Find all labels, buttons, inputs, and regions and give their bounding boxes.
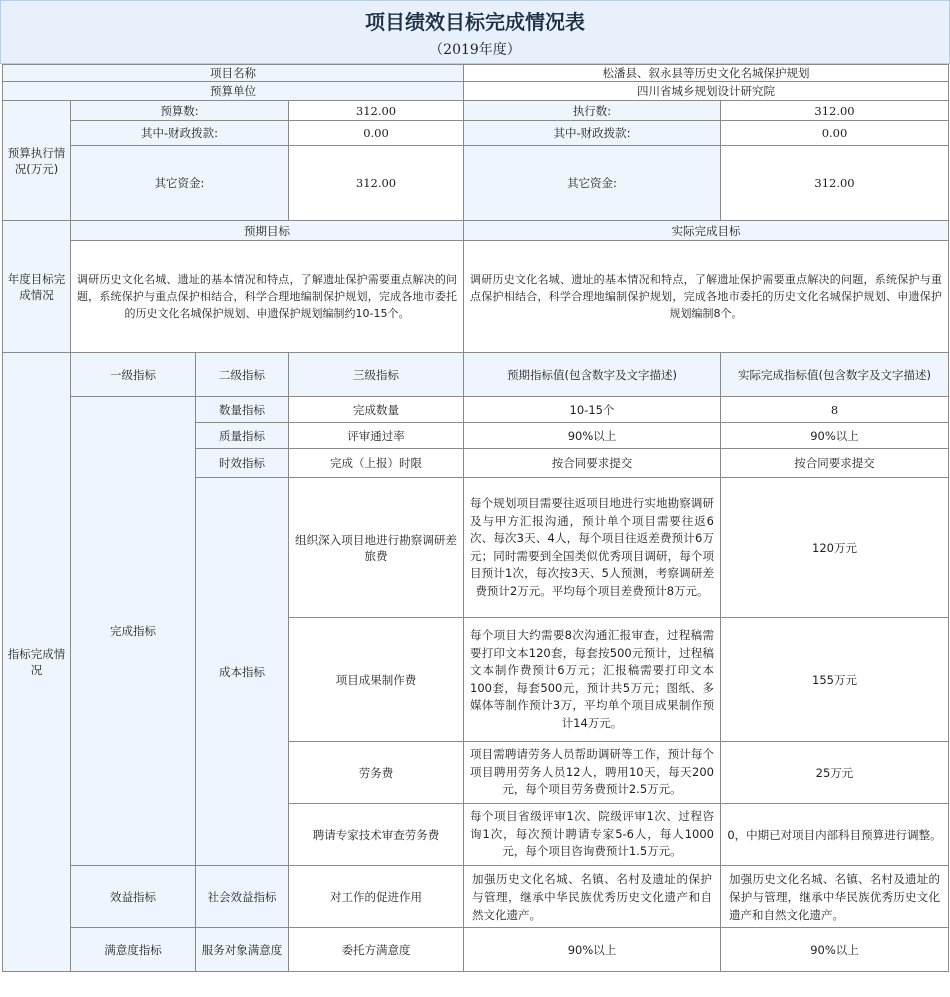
- page-title: 项目绩效目标完成情况表: [365, 10, 585, 34]
- timeliness-actual: 按合同要求提交: [721, 449, 949, 478]
- cost-travel-level3: 组织深入项目地进行勘察调研差旅费: [289, 478, 464, 618]
- project-name-label: 项目名称: [3, 65, 464, 82]
- timeliness-level2: 时效指标: [196, 449, 289, 478]
- project-name-value: 松潘县、叙永县等历史文化名城保护规划: [464, 65, 949, 82]
- expected-target-header: 预期目标: [71, 221, 464, 241]
- col-actual-header: 实际完成指标值(包含数字及文字描述): [721, 353, 949, 397]
- benefit-level1: 效益指标: [71, 866, 196, 928]
- benefit-expected: 加强历史文化名城、名镇、名村及遗址的保护与管理，继承中华民族优秀历史文化遗产和自然文化遗产。: [464, 866, 721, 928]
- indicator-header-row: [3, 353, 949, 397]
- actual-target-text: 调研历史文化名城、遗址的基本情况和特点，了解遗址保护需要重点解决的问题，系统保护与重点保护相结合，科学合理地编制保护规划，完成各地市委托的历史文化名城保护规划、申遗保护规划编制8个。: [464, 241, 949, 353]
- other-funds-row: [3, 146, 949, 221]
- cost-expert-level3: 聘请专家技术审查劳务费: [289, 804, 464, 866]
- completion-indicator-label: 完成指标: [71, 397, 196, 866]
- other-budget-value: 312.00: [289, 146, 464, 221]
- page-subtitle: （2019年度）: [429, 42, 521, 58]
- cost-expert-expected: 每个项目省级评审1次、院级评审1次、过程咨询1次，每次预计聘请专家5-6人，每人1000元，每个项目咨询费预计1.5万元。: [464, 804, 721, 866]
- col-level1-header: 一级指标: [71, 353, 196, 397]
- timeliness-expected: 按合同要求提交: [464, 449, 721, 478]
- budget-unit-value: 四川省城乡规划设计研究院: [464, 82, 949, 101]
- cost-travel-expected: 每个规划项目需要往返项目地进行实地勘察调研及与甲方汇报沟通，预计单个项目需要往返6次、每次3天、4人，每个项目往返差费预计6万元；同时需要到全国类似优秀项目调研，每个项目预计1次，每次按3天、5人预测，考察调研差费预计2万元。平均每个项目差费预计8万元。: [464, 478, 721, 618]
- budget-unit-row: [3, 82, 949, 101]
- quality-actual: 90%以上: [721, 423, 949, 449]
- report-header: [0, 0, 950, 64]
- budget-row: [3, 101, 949, 121]
- quality-level2: 质量指标: [196, 423, 289, 449]
- actual-target-header: 实际完成目标: [464, 221, 949, 241]
- quality-level3: 评审通过率: [289, 423, 464, 449]
- fiscal-budget-label: 其中-财政拨款:: [71, 121, 289, 146]
- expected-target-text: 调研历史文化名城、遗址的基本情况和特点，了解遗址保护需要重点解决的问题，系统保护与重点保护相结合，科学合理地编制保护规划，完成各地市委托的历史文化名城保护规划、申遗保护规划编制约10-15个。: [71, 241, 464, 353]
- quality-expected: 90%以上: [464, 423, 721, 449]
- table-row: [3, 866, 949, 928]
- quantity-actual: 8: [721, 397, 949, 423]
- annual-header-row: [3, 221, 949, 241]
- quantity-level3: 完成数量: [289, 397, 464, 423]
- exec-amount-value: 312.00: [721, 101, 949, 121]
- indicator-section-label: 指标完成情况: [3, 353, 71, 972]
- col-level3-header: 三级指标: [289, 353, 464, 397]
- table-row: [3, 397, 949, 423]
- budget-amount-value: 312.00: [289, 101, 464, 121]
- col-level2-header: 二级指标: [196, 353, 289, 397]
- budget-section-label: 预算执行情况(万元): [3, 101, 71, 221]
- other-exec-value: 312.00: [721, 146, 949, 221]
- fiscal-exec-label: 其中-财政拨款:: [464, 121, 721, 146]
- table-row: [3, 928, 949, 972]
- annual-section-label: 年度目标完成情况: [3, 221, 71, 353]
- cost-indicator-label: 成本指标: [196, 478, 289, 866]
- budget-unit-label: 预算单位: [3, 82, 464, 101]
- satisfaction-level3: 委托方满意度: [289, 928, 464, 972]
- cost-labor-expected: 项目需聘请劳务人员帮助调研等工作，预计每个项目聘用劳务人员12人，聘用10天，每天200元，每个项目劳务费预计2.5万元。: [464, 742, 721, 804]
- benefit-level2: 社会效益指标: [196, 866, 289, 928]
- benefit-actual: 加强历史文化名城、名镇、名村及遗址的保护与管理，继承中华民族优秀历史文化遗产和自然文化遗产。: [721, 866, 949, 928]
- cost-production-expected: 每个项目大约需要8次沟通汇报审查，过程稿需要打印文本120套，每套按500元预计，过程稿文本制作费预计6万元；汇报稿需要打印文本100套，每套500元，预计共5万元；图纸、多媒体等制作预计3万，平均单个项目成果制作预计14万元。: [464, 618, 721, 742]
- performance-table: [2, 64, 949, 972]
- satisfaction-level1: 满意度指标: [71, 928, 196, 972]
- fiscal-exec-value: 0.00: [721, 121, 949, 146]
- cost-production-actual: 155万元: [721, 618, 949, 742]
- budget-amount-label: 预算数:: [71, 101, 289, 121]
- other-exec-label: 其它资金:: [464, 146, 721, 221]
- satisfaction-expected: 90%以上: [464, 928, 721, 972]
- cost-labor-actual: 25万元: [721, 742, 949, 804]
- project-name-row: [3, 65, 949, 82]
- cost-labor-level3: 劳务费: [289, 742, 464, 804]
- benefit-level3: 对工作的促进作用: [289, 866, 464, 928]
- satisfaction-actual: 90%以上: [721, 928, 949, 972]
- fiscal-budget-value: 0.00: [289, 121, 464, 146]
- col-expected-header: 预期指标值(包含数字及文字描述): [464, 353, 721, 397]
- annual-content-row: [3, 241, 949, 353]
- timeliness-level3: 完成（上报）时限: [289, 449, 464, 478]
- cost-production-level3: 项目成果制作费: [289, 618, 464, 742]
- exec-amount-label: 执行数:: [464, 101, 721, 121]
- other-budget-label: 其它资金:: [71, 146, 289, 221]
- cost-travel-actual: 120万元: [721, 478, 949, 618]
- fiscal-row: [3, 121, 949, 146]
- satisfaction-level2: 服务对象满意度: [196, 928, 289, 972]
- quantity-level2: 数量指标: [196, 397, 289, 423]
- cost-expert-actual: 0，中期已对项目内部科目预算进行调整。: [721, 804, 949, 866]
- quantity-expected: 10-15个: [464, 397, 721, 423]
